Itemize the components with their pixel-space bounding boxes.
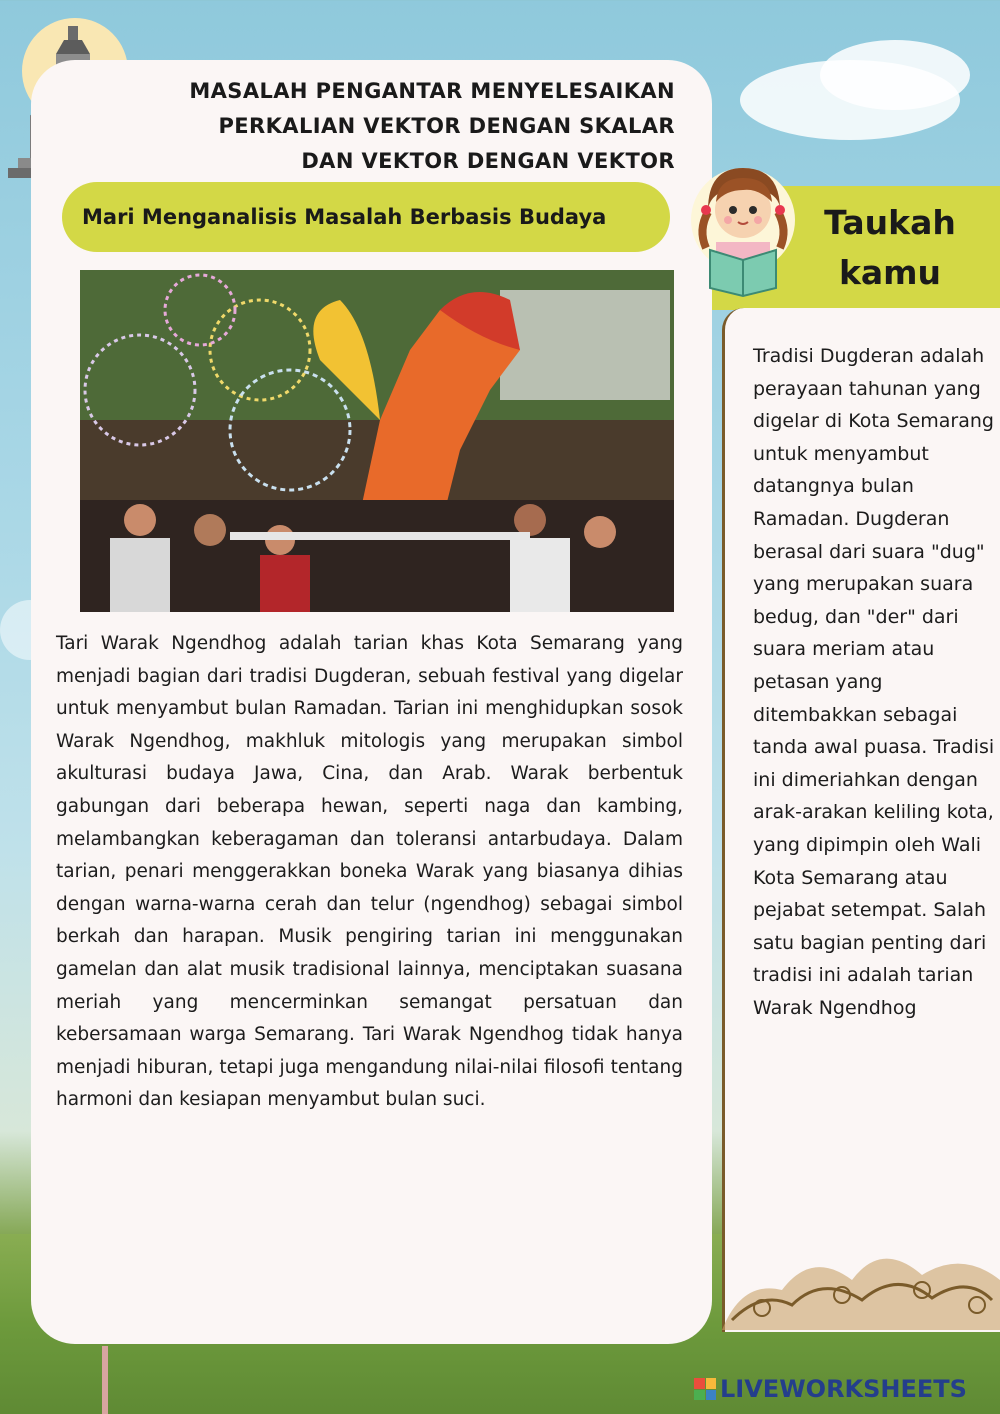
brand-logo-area — [694, 1374, 994, 1404]
girl-reading-icon — [688, 150, 798, 300]
cloud-decoration — [820, 40, 970, 110]
main-body-text: Tari Warak Ngendhog adalah tarian khas Kota Semarang yang menjadi bagian dari tradisi Dugderan, sebuah festival yang digelar untuk menyambut bulan Ramadan. Tarian ini menghidupkan sosok Warak Ngendhog, makhluk mitologis yang merupakan simbol akulturasi budaya Jawa, Cina, dan Arab. Warak berbentuk gabungan dari beberapa hewan, seperti naga dan kambing, melambangkan keberagaman dan toleransi antarbudaya. Dalam tarian, penari menggerakkan boneka Warak yang biasanya dihias dengan warna-warna cerah dan telur (ngendhog) sebagai simbol berkah dan harapan. Musik pengiring tarian ini menggunakan gamelan dan alat musik tradisional lainnya, menciptakan suasana meriah yang mencerminkan semangat persatuan dan kebersamaan warga Semarang. Tari Warak Ngendhog tidak hanya menjadi hiburan, tetapi juga mengandung nilai-nilai filosofi tentang harmoni dan kesiapan menyambut bulan suci. — [56, 633, 683, 1111]
liveworksheets-logo-icon — [694, 1378, 716, 1400]
pole-decoration — [102, 1346, 108, 1414]
sidebar-heading-line: kamu — [838, 253, 942, 292]
brand-name: LIVEWORKSHEETS — [720, 1375, 967, 1403]
section-subtitle-pill — [62, 182, 670, 252]
title-line: MASALAH PENGANTAR MENYELESAIKAN — [189, 79, 675, 103]
page-title — [115, 74, 675, 179]
sidebar-heading-line: Taukah — [824, 203, 956, 242]
sidebar-heading — [790, 198, 990, 298]
batik-ornament-decoration — [722, 1180, 1000, 1330]
title-line: DAN VEKTOR DENGAN VEKTOR — [301, 149, 675, 173]
warak-ngendhog-parade-photo — [80, 270, 674, 612]
section-subtitle: Mari Menganalisis Masalah Berbasis Budaya — [82, 205, 607, 229]
title-line: PERKALIAN VEKTOR DENGAN SKALAR — [218, 114, 675, 138]
sidebar-text: Tradisi Dugderan adalah perayaan tahunan yang digelar di Kota Semarang untuk menyambut datangnya bulan Ramadan. Dugderan berasal dari suara "dug" yang merupakan suara bedug, dan "der" dari suara meriam atau petasan yang ditembakkan sebagai tanda awal puasa. Tradisi ini dimeriahkan dengan arak-arakan keliling kota, yang dipimpin oleh Wali Kota Semarang atau pejabat setempat. Salah satu bagian penting dari tradisi ini adalah tarian Warak Ngendhog — [753, 345, 995, 1019]
